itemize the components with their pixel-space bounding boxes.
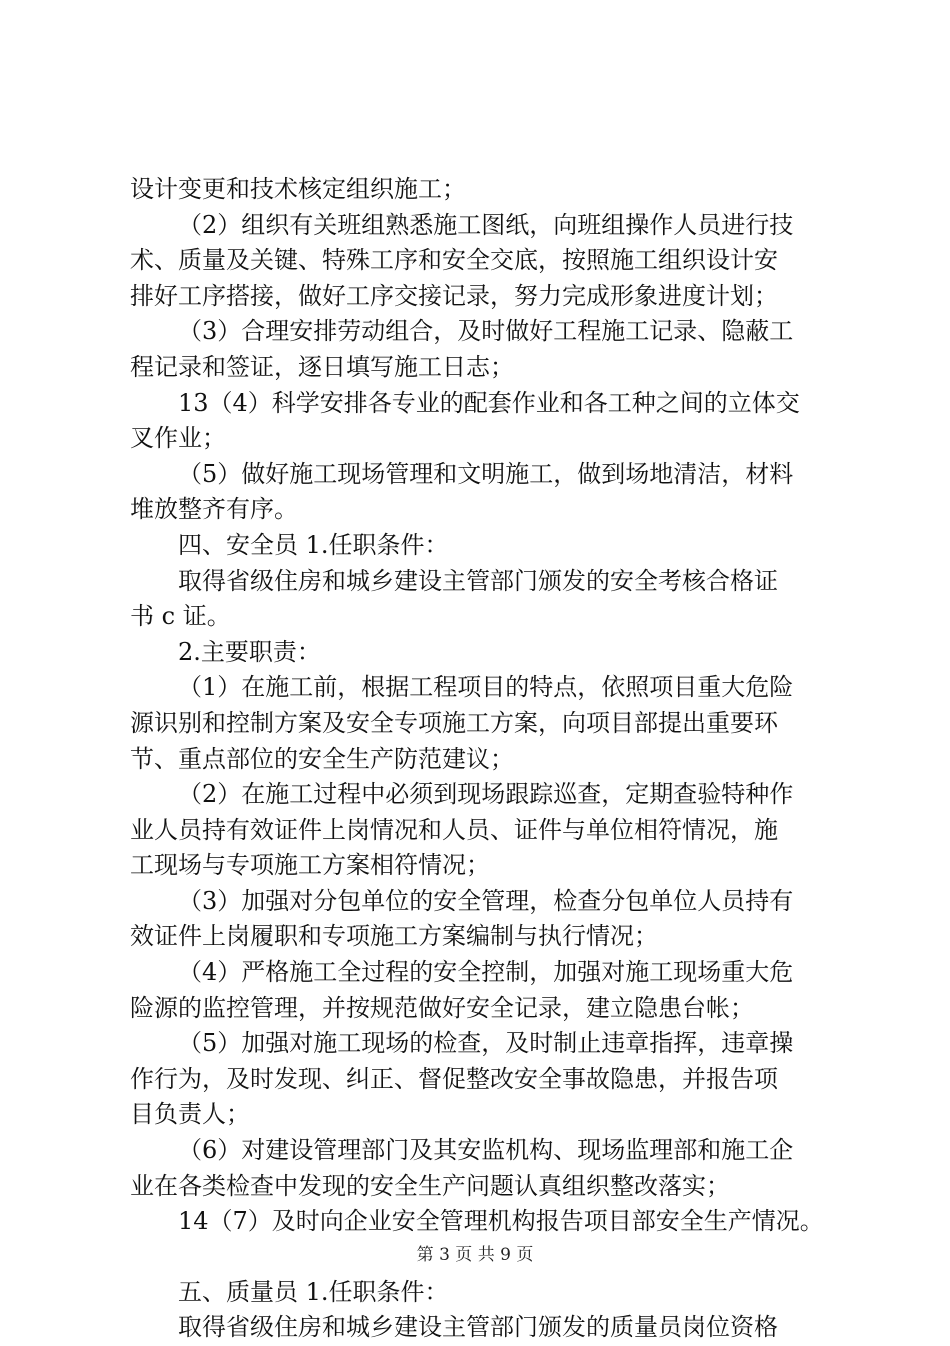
text-line: （5）做好施工现场管理和文明施工，做到场地清洁，材料	[178, 459, 794, 488]
text-line: （2）组织有关班组熟悉施工图纸，向班组操作人员进行技	[178, 210, 794, 239]
text-line: 业人员持有效证件上岗情况和人员、证件与单位相符情况，施	[130, 815, 778, 844]
section-heading: 四、安全员 1.任职条件：	[178, 530, 449, 559]
text-line: 程记录和签证，逐日填写施工日志；	[130, 352, 514, 381]
page-footer: 第 3 页 共 9 页	[416, 1245, 534, 1265]
text-line: 设计变更和技术核定组织施工；	[130, 175, 466, 203]
text-line: 险源的监控管理，并按规范做好安全记录，建立隐患台帐；	[130, 993, 754, 1022]
text-line: 工现场与专项施工方案相符情况；	[130, 851, 490, 880]
text-line: 源识别和控制方案及安全专项施工方案，向项目部提出重要环	[130, 708, 778, 737]
text-line: （3）加强对分包单位的安全管理，检查分包单位人员持有	[178, 886, 794, 915]
text-line: 取得省级住房和城乡建设主管部门颁发的安全考核合格证	[178, 566, 778, 595]
subsection-heading: 2.主要职责：	[178, 637, 321, 666]
section-heading: 五、质量员 1.任职条件：	[178, 1277, 449, 1306]
text-line: 效证件上岗履职和专项施工方案编制与执行情况；	[130, 922, 658, 951]
text-line: （4）严格施工全过程的安全控制，加强对施工现场重大危	[178, 958, 794, 987]
text-line: 排好工序搭接，做好工序交接记录，努力完成形象进度计划；	[130, 281, 778, 310]
text-line: 叉作业；	[130, 424, 226, 453]
text-line: 业在各类检查中发现的安全生产问题认真组织整改落实；	[130, 1171, 730, 1200]
text-line: 节、重点部位的安全生产防范建议；	[130, 744, 514, 773]
text-line: 目负责人；	[130, 1100, 250, 1129]
text-line: 术、质量及关键、特殊工序和安全交底，按照施工组织设计安	[130, 246, 778, 275]
text-line: 堆放整齐有序。	[130, 495, 298, 524]
text-line: （1）在施工前，根据工程项目的特点，依照项目重大危险	[178, 673, 794, 702]
text-line: 14（7）及时向企业安全管理机构报告项目部安全生产情况。	[178, 1207, 824, 1236]
text-line: 书 c 证。	[130, 602, 231, 631]
text-line: 13（4）科学安排各专业的配套作业和各工种之间的立体交	[178, 388, 800, 417]
text-line: 取得省级住房和城乡建设主管部门颁发的质量员岗位资格	[178, 1313, 778, 1342]
text-line: （3）合理安排劳动组合，及时做好工程施工记录、隐蔽工	[178, 317, 794, 346]
text-line: （2）在施工过程中必须到现场跟踪巡查，定期查验特种作	[178, 780, 794, 809]
document-body	[130, 172, 840, 1346]
text-line: 作行为，及时发现、纠正、督促整改安全事故隐患，并报告项	[130, 1064, 778, 1093]
text-line: （5）加强对施工现场的检查，及时制止违章指挥，违章操	[178, 1029, 794, 1058]
text-line: （6）对建设管理部门及其安监机构、现场监理部和施工企	[178, 1136, 794, 1165]
